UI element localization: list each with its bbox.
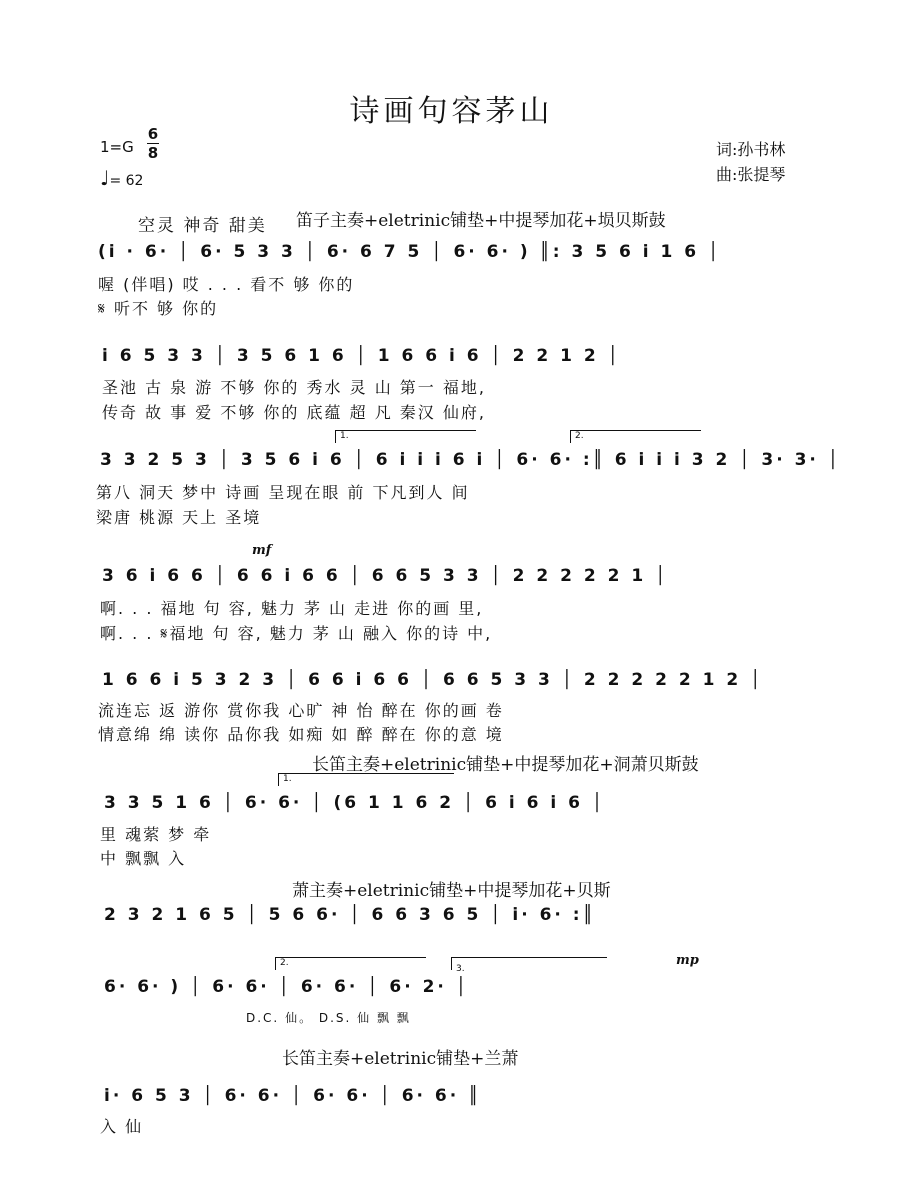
composer: 曲:张提琴 bbox=[716, 165, 786, 184]
score-line-8-notes: 6· 6· ) │ 6· 6· │ 6· 6· │ 6· 2· │ bbox=[104, 977, 470, 997]
time-signature bbox=[147, 126, 159, 161]
score-line-1-lyrics-2: 𝄋 听不 够 你的 bbox=[98, 299, 219, 318]
score-line-3-lyrics-1: 第八 洞天 梦中 诗画 呈现在眼 前 下凡到人 间 bbox=[96, 483, 470, 502]
score-line-2-lyrics-2: 传奇 故 事 爱 不够 你的 底蕴 超 凡 秦汉 仙府, bbox=[102, 403, 486, 422]
expression-mark: 空灵 神奇 甜美 bbox=[138, 216, 267, 236]
score-line-4-lyrics-1: 啊. . . 福地 句 容, 魅力 茅 山 走进 你的画 里, bbox=[100, 599, 484, 618]
volta-bracket bbox=[570, 430, 701, 443]
instrumentation-2: 长笛主奏+eletrinic铺垫+中提琴加花+洞萧贝斯鼓 bbox=[312, 755, 699, 775]
score-line-8-lyrics-1: D.C. 仙。 D.S. 仙 飘 飘 bbox=[246, 1011, 411, 1025]
volta-number: 3. bbox=[456, 964, 465, 974]
score-line-4-notes: 3 6 i̇ 6 6 │ 6 6 i̇ 6 6 │ 6 6 5 3 3 │ 2 2 2 2 2 1 │ bbox=[102, 566, 669, 586]
score-line-9-notes: i̇· 6 5 3 │ 6· 6· │ 6· 6· │ 6· 6· ║ bbox=[104, 1086, 482, 1106]
dynamic-mark: mf bbox=[252, 543, 272, 558]
score-line-6-notes: 3 3 5 1 6 │ 6· 6· │ (6 1 1 6 2 │ 6 i̇ 6 i̇ 6 │ bbox=[104, 793, 606, 813]
score-line-5-lyrics-1: 流连忘 返 游你 赏你我 心旷 神 怡 醉在 你的画 卷 bbox=[98, 701, 504, 720]
volta-bracket bbox=[278, 773, 454, 786]
score-line-6-lyrics-1: 里 魂萦 梦 牵 bbox=[100, 825, 212, 844]
time-signature-bottom: 8 bbox=[147, 144, 159, 162]
key-signature: 1=G bbox=[100, 138, 134, 156]
score-line-2-lyrics-1: 圣池 古 泉 游 不够 你的 秀水 灵 山 第一 福地, bbox=[102, 378, 486, 397]
quarter-note-icon: ♩ bbox=[100, 166, 110, 190]
score-line-6-lyrics-2: 中 飘飘 入 bbox=[100, 849, 187, 868]
volta-bracket bbox=[335, 430, 476, 443]
tempo-value: = 62 bbox=[109, 173, 144, 189]
score-line-3-notes: 3 3 2 5 3 │ 3 5 6 i̇ 6 │ 6 i̇ i̇ i̇ 6 i̇ │ 6· 6· :║ 6 i̇ i̇ i̇ 3 2 │ 3· 3· │ bbox=[100, 450, 842, 470]
page-title: 诗画句容茅山 bbox=[349, 94, 554, 129]
score-line-9-lyrics-1: 入 仙 bbox=[100, 1117, 144, 1136]
tempo-marking bbox=[100, 166, 143, 190]
time-signature-top: 6 bbox=[147, 125, 159, 143]
volta-bracket bbox=[275, 957, 426, 970]
volta-number: 1. bbox=[283, 774, 292, 784]
score-line-5-notes: 1 6 6 i̇ 5 3 2 3 │ 6 6 i̇ 6 6 │ 6 6 5 3 3 │ 2 2 2 2 2 1 2 │ bbox=[102, 670, 764, 690]
lyricist: 词:孙书林 bbox=[716, 140, 786, 159]
score-line-5-lyrics-2: 情意绵 绵 读你 品你我 如痴 如 醉 醉在 你的意 境 bbox=[98, 725, 504, 744]
score-line-1-notes: (i̇ · 6· │ 6· 5 3 3 │ 6· 6 7 5 │ 6· 6· ) ║: 3 5 6 i̇ 1 6 │ bbox=[98, 242, 722, 262]
instrumentation-4: 长笛主奏+eletrinic铺垫+兰萧 bbox=[282, 1049, 519, 1069]
volta-number: 2. bbox=[575, 431, 584, 441]
volta-number: 2. bbox=[280, 958, 289, 968]
score-line-4-lyrics-2: 啊. . . 𝄋福地 句 容, 魅力 茅 山 融入 你的诗 中, bbox=[100, 624, 493, 643]
dynamic-mark: mp bbox=[676, 953, 699, 968]
score-line-3-lyrics-2: 梁唐 桃源 天上 圣境 bbox=[96, 508, 262, 527]
instrumentation-3: 萧主奏+eletrinic铺垫+中提琴加花+贝斯 bbox=[292, 881, 611, 901]
score-line-7-notes: 2 3 2 1 6 5 │ 5 6 6· │ 6 6 3 6 5 │ i̇· 6· :║ bbox=[104, 905, 596, 925]
volta-number: 1. bbox=[340, 431, 349, 441]
volta-bracket bbox=[451, 957, 607, 970]
instrumentation-1: 笛子主奏+eletrinic铺垫+中提琴加花+埙贝斯鼓 bbox=[296, 211, 666, 231]
score-line-1-lyrics-1: 喔 (伴唱) 哎 . . . 看不 够 你的 bbox=[98, 275, 355, 294]
score-line-2-notes: i̇ 6 5 3 3 │ 3 5 6 1 6 │ 1 6 6 i̇ 6 │ 2 2 1 2 │ bbox=[102, 346, 621, 366]
